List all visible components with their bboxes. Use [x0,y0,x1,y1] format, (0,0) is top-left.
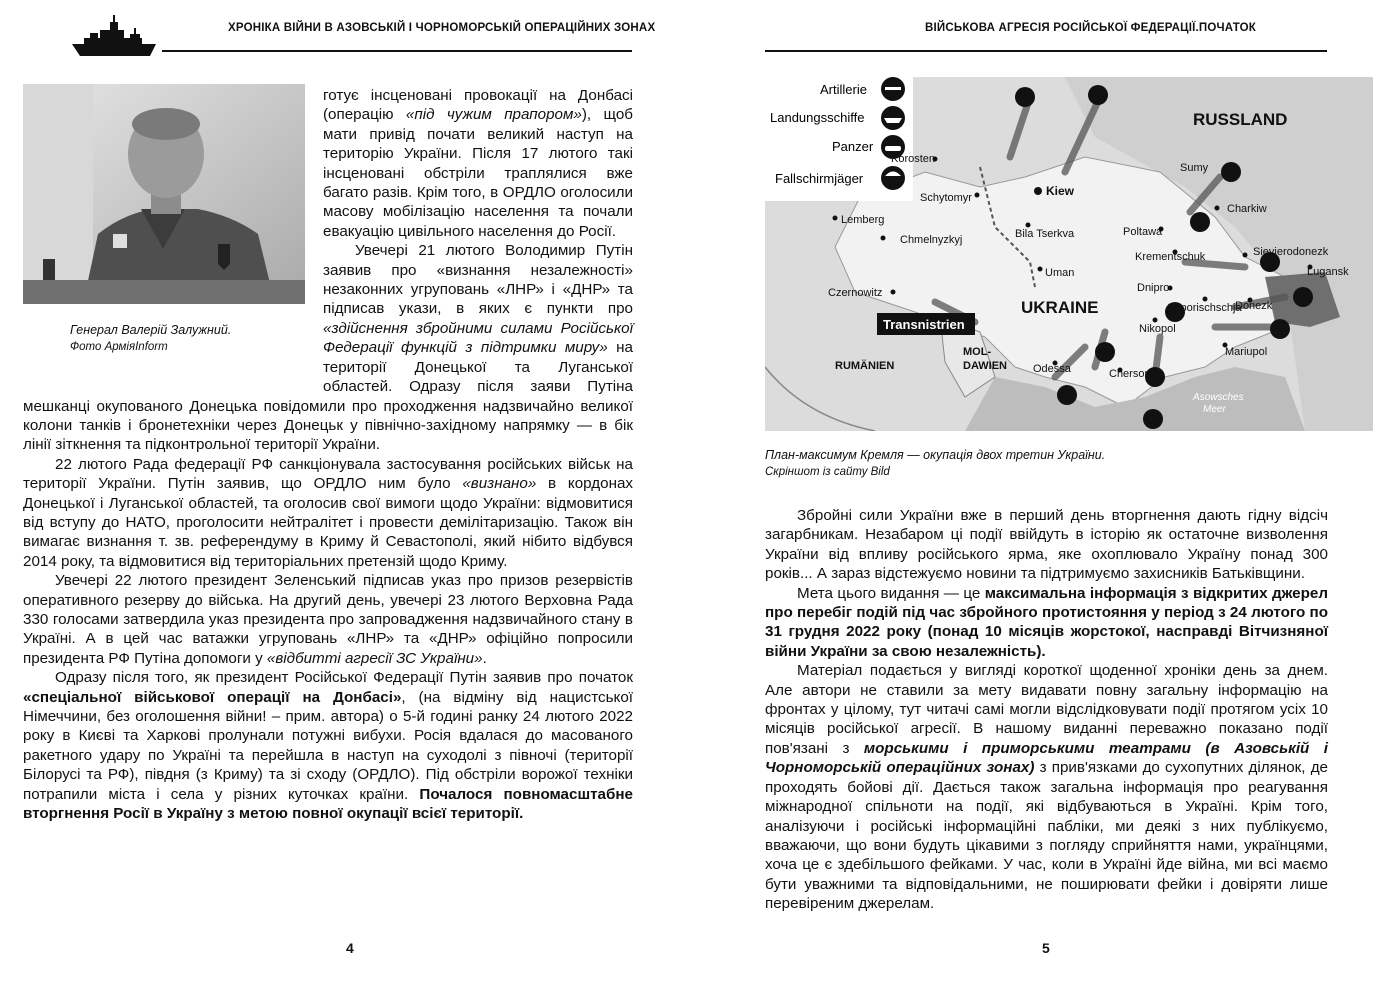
paragraph: Увечері 22 лютого президент Зеленський підписав указ про призов резервістів оперативного резерву до війська. На другий день, увечері 23 лютого Верховна Рада 330 голосами затвердила указ президента про запровадження надзвичайного стану в Україні. А в цей час ватажки угруповань «ЛНР» та «ДНР» офіційно попросили президента РФ Путіна допомоги у «відбитті агресії ЗС України». [23,572,633,667]
map-caption [765,447,1105,481]
right-text-block [765,506,1328,914]
city-nikopol: Nikopol [1139,323,1176,335]
header-rule [765,50,1327,52]
country-rumanien: RUMÄNIEN [835,360,895,372]
country-moldawien-1: MOL- [963,346,992,358]
city-dnipro: Dnipro [1137,282,1170,294]
city-sievierodonezk: Sievierodonezk [1253,246,1329,258]
city-donezk: Donezk [1235,300,1273,312]
city-lugansk: Lugansk [1307,266,1349,278]
warship-icon [70,14,160,58]
country-russland: RUSSLAND [1193,110,1288,129]
map-credit: Скріншот із сайту Bild [765,466,890,478]
artillery-icon [881,77,905,101]
legend-fallschirmjaeger: Fallschirmjäger [775,171,864,186]
legend-panzer: Panzer [832,139,874,154]
running-header: ВІЙСЬКОВА АГРЕСІЯ РОСІЙСЬКОЇ ФЕДЕРАЦІЇ.ПОЧАТОК [925,22,1256,34]
paragraph: готує інсценовані провокації на Донбасі (операцію «під чужим прапором»), щоб мати привід почати великий наступ на територію України. Після 17 лютого такі інсценовані обстріли траплялися вже багато разів. Крім того, в ОРДЛО оголосили масову мобілізацію населення та почали евакуацію цивільного населення до Росії. [323,87,633,240]
sea-label-1: Asowsches [1193,392,1244,403]
city-korosten: Korosten [891,153,936,165]
page-number: 4 [346,940,354,956]
city-schytomyr: Schytomyr [920,192,972,204]
city-poltawa: Poltawa [1123,226,1163,238]
city-sumy: Sumy [1180,162,1209,174]
landing-ship-icon [881,106,905,130]
country-moldawien-2: DAWIEN [963,360,1007,372]
paragraph: Одразу після того, як президент Російської Федерації Путін заявив про початок «спеціальної військової операції на Донбасі», (на відміну від нацистської Німеччини, без оголошення війни! – прим. автора) о 5-й годині ранку 24 лютого 2022 року в Києві та Харкові пролунали потужні вибухи. Росія вдалася до масованого ракетного удару по Україні та перейшла в наступ на суходолі з півночі (території Білорусі та РФ), півдня (з Криму) та зі сходу (ОРДЛО). Під обстріли ворожої техніки потрапили міста і села у різних куточках країни. Почалося повномасштабне вторгнення Росії в Україну з метою повної окупації всієї території. [23,669,634,823]
city-lemberg: Lemberg [841,214,885,226]
city-czernowitz: Czernowitz [828,287,883,299]
paragraph: 22 лютого Рада федерації РФ санкціонувала застосування російських військ на території України. Путін заявив, що ОРДЛО ним було «визнано» в кордонах Донецької і Луганської областей, та оголосив свої вимоги щодо України: відмовитися від вступу до НАТО, проголосити нейтралітет і провести демілітаризацію. Також він вимагає визнання т. зв. референдуму в Криму й Севастополі, який нібито відбувся 2014 року, та відмовитися від територіальних претензій щодо Криму. [23,455,633,570]
transnistrien-label: Transnistrien [883,317,965,332]
paragraph: Збройні сили України вже в перший день вторгнення дають гідну відсіч загарбникам. Незабаром ці події ввійдуть в історію як остаточне визволення України від впливу російського ярма, яке охоплювало Україну понад 300 років... А зараз відстежуємо новини та підтримуємо захисників Батьківщини. [765,507,1328,583]
left-text-block [23,86,633,823]
header-rule [162,50,632,52]
photo-credit: Фото АрміяInform [70,341,168,353]
city-krementschuk: Krementschuk [1135,251,1206,263]
invasion-map [765,77,1373,431]
map-caption-title: План-максимум Кремля — окупація двох третин України. [765,448,1106,462]
paragraph: Матеріал подається у вигляді короткої щоденної хроніки день за днем. Але автори не ставили за мету видавати повну загальну інформацію на фронтах у цілому, тут читачі самі могли відслідковувати події протягом усіх 10 місяців російської агресії. В нашому виданні переважно показано події пов'язані з морськими і приморськими театрами (в Азовській і Чорноморській операційних зонах) з прив'язками до сухопутних ділянок, де проходять бойові дії. Дається також загальна інформація про реагування міжнародної спільноти на події, які відбуваються в Україні. Крім того, аналізуючи і російські інформаційні пабліки, ми деякі з них публікуємо, вважаючи, що вони будуть цікавими з погляду сприйняття нами, українцями, хоча це є здебільшого фейками. У час, коли в Україні йде війна, ми всі маємо бути уважними та відповідальними, не поширювати фейки і довіряти лише перевіреним джерелам. [765,662,1329,913]
city-cherson: Cherson [1109,368,1151,380]
photo-float-spacer [23,86,323,388]
paragraph: Увечері 21 лютого Володимир Путін заявив про «визнання незалежності» незаконних угруповань «ЛНР» і «ДНР» та підписав укази, в яких є пункти про «здійснення збройними силами Російської Федерації функцій з підтримки миру» на території Донецької та Луганської областей. Одразу після заяви Путіна мешканці окупованого Донецька повідомили про проходження надзвичайно великої колони танків і бронетехніки через Донецьк у північно-західному напрямку — в бік лінії зіткнення та підконтрольної території України. [23,242,633,454]
city-uman: Uman [1045,267,1075,279]
legend-landungsschiffe: Landungsschiffe [770,110,865,125]
page-number: 5 [1042,940,1050,956]
right-page [699,0,1398,992]
photo-caption-title: Генерал Валерій Залужний. [70,323,232,337]
country-ukraine: UKRAINE [1021,298,1099,317]
city-bila-tserkva: Bila Tserkva [1015,228,1075,240]
city-kiew: Kiew [1046,184,1075,198]
city-chmelnyzkyj: Chmelnyzkyj [900,234,963,246]
city-charkiw: Charkiw [1227,203,1267,215]
city-odessa: Odessa [1033,363,1071,375]
city-saporischschja: Saporischschja [1167,302,1242,314]
paragraph: Мета цього видання — це максимальна інформація з відкритих джерел про перебіг подій під час збройного протистояння у період з 24 лютого по 31 грудня 2022 року (понад 10 місяців жорстокої, насправді Вітчизняної війни України за свою незалежність). [765,584,1328,660]
city-mariupol: Mariupol [1225,346,1268,358]
running-header: ХРОНІКА ВІЙНИ В АЗОВСЬКІЙ І ЧОРНОМОРСЬКІЙ ОПЕРАЦІЙНИХ ЗОНАХ [228,22,656,34]
parachute-icon [881,166,905,190]
sea-label-2: Meer [1203,404,1226,415]
legend-artillerie: Artillerie [820,82,867,97]
